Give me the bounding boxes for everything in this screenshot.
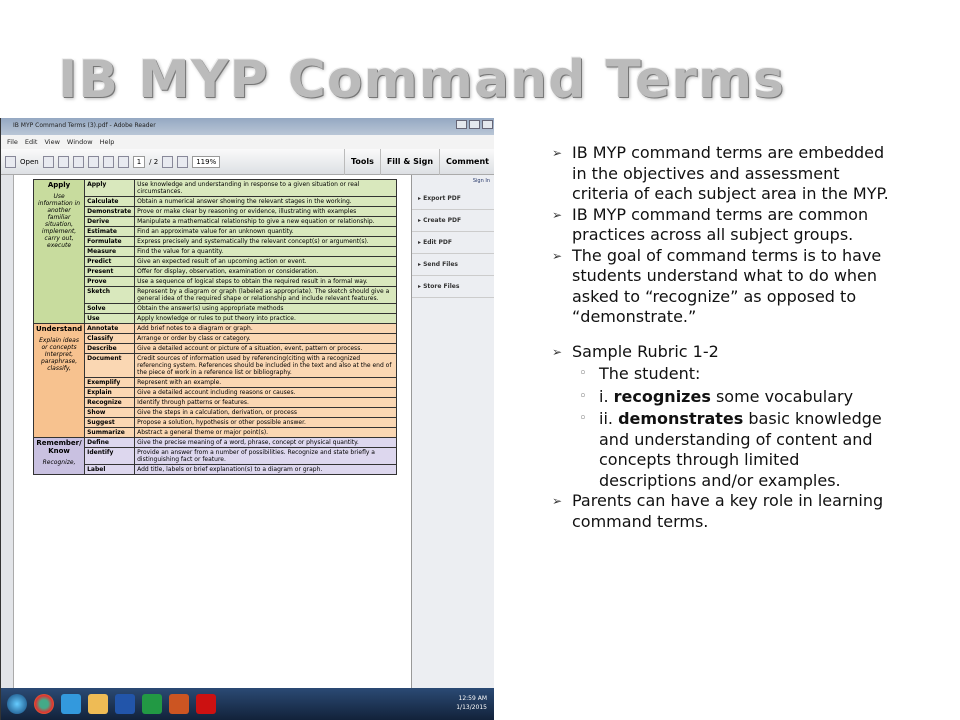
- bullet-content: [552, 143, 892, 532]
- category-description: Recognize,: [42, 459, 76, 466]
- table-row: [34, 217, 397, 227]
- close-icon[interactable]: [482, 120, 493, 129]
- menu-view[interactable]: View: [44, 138, 60, 146]
- term-cell: Label: [85, 465, 135, 475]
- comment-button[interactable]: Comment: [439, 149, 494, 175]
- term-cell: Present: [85, 267, 135, 277]
- tools-button[interactable]: Tools: [344, 149, 380, 175]
- table-row: [34, 344, 397, 354]
- term-cell: Solve: [85, 304, 135, 314]
- table-row: [34, 304, 397, 314]
- definition-cell: Represent with an example.: [135, 378, 397, 388]
- term-cell: Document: [85, 354, 135, 378]
- upload-icon[interactable]: [88, 156, 99, 168]
- maximize-icon[interactable]: [469, 120, 480, 129]
- prev-page-icon[interactable]: [103, 156, 114, 168]
- category-cell: [34, 324, 85, 438]
- table-row: [34, 287, 397, 304]
- definition-cell: Give an expected result of an upcoming action or event.: [135, 257, 397, 267]
- taskbar: [1, 688, 494, 720]
- term-cell: Apply: [85, 180, 135, 197]
- pdf-document: [14, 175, 411, 688]
- page-input[interactable]: 1: [133, 156, 145, 168]
- table-row: [34, 207, 397, 217]
- print-icon[interactable]: [58, 156, 69, 168]
- term-cell: Describe: [85, 344, 135, 354]
- menu-bar: [1, 135, 494, 149]
- category-cell: [34, 438, 85, 475]
- definition-cell: Represent by a diagram or graph (labeled as appropriate). The sketch should give a general idea of the required shape or relationship and include relevant features.: [135, 287, 397, 304]
- ie-icon[interactable]: [61, 694, 81, 714]
- table-row: [34, 180, 397, 197]
- acrobat-icon[interactable]: [196, 694, 216, 714]
- create-pdf-item[interactable]: ▸ Create PDF: [412, 210, 494, 232]
- folder-icon[interactable]: [88, 694, 108, 714]
- definition-cell: Give the precise meaning of a word, phrase, concept or physical quantity.: [135, 438, 397, 448]
- command-terms-table: [33, 179, 397, 475]
- definition-cell: Propose a solution, hypothesis or other possible answer.: [135, 418, 397, 428]
- term-cell: Demonstrate: [85, 207, 135, 217]
- definition-cell: Apply knowledge or rules to put theory into practice.: [135, 314, 397, 324]
- bullet-item: ➢ IB MYP command terms are common practices across all subject groups.: [552, 205, 892, 246]
- sub-bullet-item: ◦ The student:: [552, 364, 892, 385]
- definition-cell: Provide an answer from a number of possibilities. Recognize and state briefly a distinguishing fact or feature.: [135, 448, 397, 465]
- definition-cell: Offer for display, observation, examination or consideration.: [135, 267, 397, 277]
- term-cell: Measure: [85, 247, 135, 257]
- definition-cell: Add brief notes to a diagram or graph.: [135, 324, 397, 334]
- table-row: [34, 257, 397, 267]
- store-files-item[interactable]: ▸ Store Files: [412, 276, 494, 298]
- export-pdf-item[interactable]: ▸ Export PDF: [412, 188, 494, 210]
- menu-edit[interactable]: Edit: [24, 138, 38, 146]
- table-row: [34, 314, 397, 324]
- definition-cell: Find the value for a quantity.: [135, 247, 397, 257]
- table-row: [34, 418, 397, 428]
- next-page-icon[interactable]: [118, 156, 129, 168]
- menu-help[interactable]: Help: [99, 138, 115, 146]
- definition-cell: Give a detailed account including reasons or causes.: [135, 388, 397, 398]
- table-row: [34, 388, 397, 398]
- fill-sign-button[interactable]: Fill & Sign: [380, 149, 439, 175]
- table-row: [34, 354, 397, 378]
- term-cell: Classify: [85, 334, 135, 344]
- category-label: Apply: [47, 181, 71, 189]
- category-description: Use information in another familiar situation, implement, carry out, execute: [37, 193, 81, 249]
- term-cell: Prove: [85, 277, 135, 287]
- category-label: Understand: [36, 325, 83, 333]
- definition-cell: Give the steps in a calculation, derivation, or process: [135, 408, 397, 418]
- table-row: [34, 324, 397, 334]
- table-row: [34, 197, 397, 207]
- slide-title: IB MYP Command Terms: [58, 50, 786, 110]
- term-cell: Derive: [85, 217, 135, 227]
- table-row: [34, 408, 397, 418]
- window-titlebar: [1, 118, 494, 135]
- term-cell: Sketch: [85, 287, 135, 304]
- definition-cell: Identify through patterns or features.: [135, 398, 397, 408]
- table-row: [34, 438, 397, 448]
- bullet-item: ➢ Sample Rubric 1-2: [552, 342, 892, 363]
- table-row: [34, 465, 397, 475]
- definition-cell: Use knowledge and understanding in response to a given situation or real circumstances.: [135, 180, 397, 197]
- definition-cell: Manipulate a mathematical relationship to give a new equation or relationship.: [135, 217, 397, 227]
- definition-cell: Find an approximate value for an unknown quantity.: [135, 227, 397, 237]
- zoom-select[interactable]: 119%: [192, 156, 220, 168]
- term-cell: Summarize: [85, 428, 135, 438]
- category-cell: [34, 180, 85, 324]
- term-cell: Formulate: [85, 237, 135, 247]
- term-cell: Explain: [85, 388, 135, 398]
- table-row: [34, 398, 397, 408]
- open-button[interactable]: Open: [20, 157, 39, 166]
- bullet-item: ➢ IB MYP command terms are embedded in the objectives and assessment criteria of each subject area in the MYP.: [552, 143, 892, 205]
- taskbar-clock: 12:59 AM 1/13/2015: [456, 695, 487, 711]
- definition-cell: Credit sources of information used by referencing(citing with a recognized referencing system. References should be included in the text and also at the end of the piece of work in a reference list or bibliography.: [135, 354, 397, 378]
- word-icon[interactable]: [115, 694, 135, 714]
- term-cell: Estimate: [85, 227, 135, 237]
- edit-pdf-item[interactable]: ▸ Edit PDF: [412, 232, 494, 254]
- zoom-out-icon[interactable]: [162, 156, 173, 168]
- page-total: / 2: [149, 157, 159, 166]
- table-row: [34, 378, 397, 388]
- definition-cell: Give a detailed account or picture of a situation, event, pattern or process.: [135, 344, 397, 354]
- send-files-item[interactable]: ▸ Send Files: [412, 254, 494, 276]
- term-cell: Exemplify: [85, 378, 135, 388]
- minimize-icon[interactable]: [456, 120, 467, 129]
- bullet-item: ➢ The goal of command terms is to have students understand what to do when asked to “recognize” as opposed to “demonstrate.”: [552, 246, 892, 328]
- definition-cell: Use a sequence of logical steps to obtain the required result in a formal way.: [135, 277, 397, 287]
- powerpoint-icon[interactable]: [169, 694, 189, 714]
- term-cell: Annotate: [85, 324, 135, 334]
- term-cell: Suggest: [85, 418, 135, 428]
- chrome-icon[interactable]: [34, 694, 54, 714]
- term-cell: Use: [85, 314, 135, 324]
- definition-cell: Obtain a numerical answer showing the relevant stages in the working.: [135, 197, 397, 207]
- sign-in-link[interactable]: Sign In: [472, 178, 490, 184]
- definition-cell: Express precisely and systematically the relevant concept(s) or argument(s).: [135, 237, 397, 247]
- sub-bullet-item: ◦ i. recognizes some vocabulary: [552, 387, 892, 408]
- table-row: [34, 227, 397, 237]
- term-cell: Recognize: [85, 398, 135, 408]
- table-row: [34, 448, 397, 465]
- menu-file[interactable]: File: [7, 138, 18, 146]
- table-row: [34, 428, 397, 438]
- table-row: [34, 267, 397, 277]
- category-label: Remember/ Know: [36, 439, 82, 455]
- zoom-in-icon[interactable]: [177, 156, 188, 168]
- term-cell: Predict: [85, 257, 135, 267]
- window-title: IB MYP Command Terms (3).pdf - Adobe Reader: [13, 122, 156, 129]
- folder-icon[interactable]: [5, 156, 16, 168]
- screenshot-panel: [0, 118, 494, 720]
- menu-window[interactable]: Window: [66, 138, 93, 146]
- navigation-sidebar[interactable]: [1, 175, 14, 720]
- sub-bullet-item: ◦ ii. demonstrates basic knowledge and understanding of content and concepts through limited descriptions and/or examples.: [552, 409, 892, 491]
- bullet-item: ➢ Parents can have a key role in learning command terms.: [552, 491, 892, 532]
- start-icon[interactable]: [7, 694, 27, 714]
- table-row: [34, 334, 397, 344]
- email-icon[interactable]: [73, 156, 84, 168]
- definition-cell: Abstract a general theme or major point(s).: [135, 428, 397, 438]
- toolbar: [1, 149, 494, 175]
- table-row: [34, 277, 397, 287]
- table-row: [34, 247, 397, 257]
- definition-cell: Obtain the answer(s) using appropriate methods: [135, 304, 397, 314]
- term-cell: Identify: [85, 448, 135, 465]
- excel-icon[interactable]: [142, 694, 162, 714]
- term-cell: Calculate: [85, 197, 135, 207]
- category-description: Explain ideas or concepts Interpret, paraphrase, classify,: [39, 337, 79, 372]
- right-tools-panel: [411, 175, 494, 688]
- table-row: [34, 237, 397, 247]
- definition-cell: Arrange or order by class or category.: [135, 334, 397, 344]
- settings-icon[interactable]: [43, 156, 54, 168]
- definition-cell: Prove or make clear by reasoning or evidence, illustrating with examples: [135, 207, 397, 217]
- term-cell: Show: [85, 408, 135, 418]
- term-cell: Define: [85, 438, 135, 448]
- definition-cell: Add title, labels or brief explanation(s) to a diagram or graph.: [135, 465, 397, 475]
